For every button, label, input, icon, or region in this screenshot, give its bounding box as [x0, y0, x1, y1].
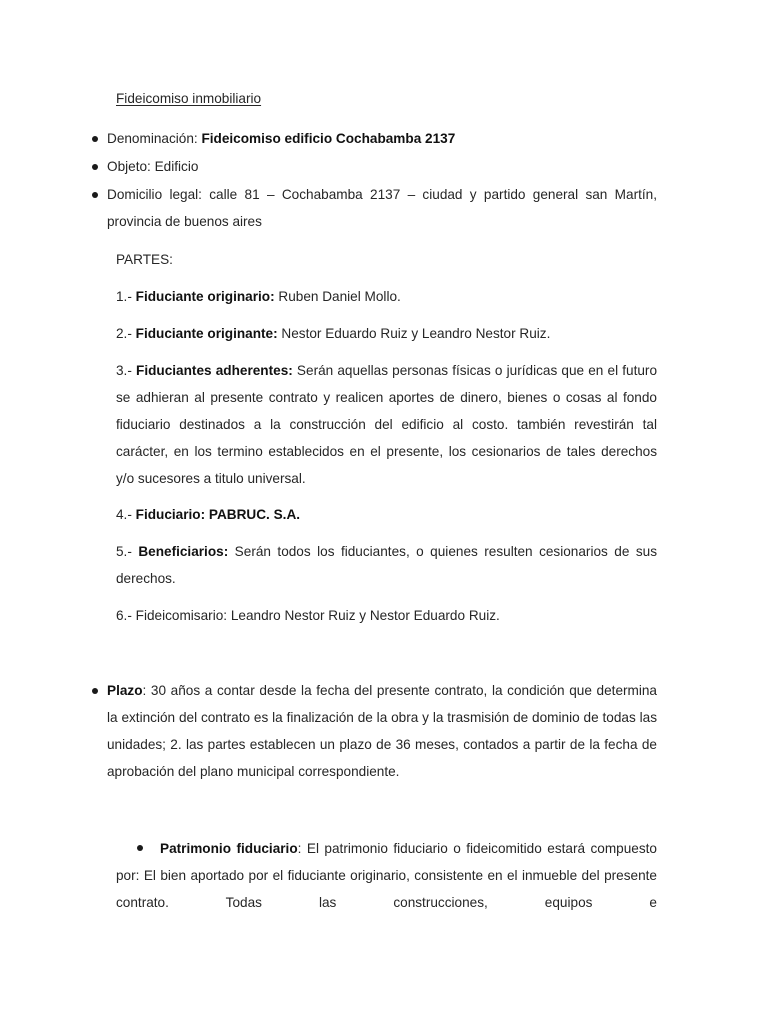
parte-6: 6.- Fideicomisario: Leandro Nestor Ruiz y Nestor Eduardo Ruiz.	[116, 608, 500, 623]
parte-2-label: Fiduciante originante:	[135, 326, 278, 341]
parte-1-label: Fiduciante originario:	[135, 289, 275, 304]
partes-heading: PARTES:	[116, 252, 173, 267]
parte-2	[116, 320, 657, 347]
parte-3	[116, 357, 657, 492]
bullet-icon	[92, 136, 98, 142]
bullet-icon	[92, 192, 98, 198]
plazo-label: Plazo	[107, 683, 143, 698]
parte-5-number: 5.-	[116, 544, 139, 559]
parte-2-text: Nestor Eduardo Ruiz y Leandro Nestor Ruiz.	[277, 326, 551, 341]
bullet-icon	[137, 845, 143, 851]
list-item-patrimonio	[116, 835, 657, 916]
parte-3-number: 3.-	[116, 363, 137, 378]
parte-5-label: Beneficiarios:	[138, 544, 229, 559]
parte-4-number: 4.-	[116, 507, 136, 522]
objeto-text: Objeto: Edificio	[107, 159, 199, 174]
list-item-objeto	[92, 153, 657, 180]
list-item-plazo	[92, 677, 657, 785]
parte-5-text: Serán todos los fiduciantes, o quienes resulten cesionarios de sus derechos.	[116, 544, 658, 586]
plazo-text: : 30 años a contar desde la fecha del presente contrato, la condición que determina la extinción del contrato es la finalización de la obra y la trasmisión de dominio de todas las unidades; 2. las partes establecen un plazo de 36 meses, contados a partir de la fecha de aprobación del plano municipal correspondiente.	[107, 683, 657, 779]
denominacion-label: Denominación:	[107, 131, 202, 146]
denominacion-value: Fideicomiso edificio Cochabamba 2137	[201, 131, 456, 146]
parte-2-number: 2.-	[116, 326, 136, 341]
patrimonio-text: : El patrimonio fiduciario o fideicomitido estará compuesto por: El bien aportado por el fiduciante originario, consistente en el inmueble del presente contrato. Todas las construcciones, equipos e	[116, 841, 657, 910]
list-item-denominacion	[92, 125, 657, 152]
bullet-icon	[92, 688, 98, 694]
parte-1	[116, 283, 657, 310]
parte-5	[116, 538, 657, 592]
parte-3-text: Serán aquellas personas físicas o jurídicas que en el futuro se adhieran al presente contrato y realicen aportes de dinero, bienes o cosas al fondo fiduciario destinados a la construcción del edificio al costo. también revestirán tal carácter, en los termino establecidos en el presente, los cesionarios de tales derechos y/o sucesores a titulo universal.	[116, 363, 658, 486]
parte-4-label: Fiduciario: PABRUC. S.A.	[135, 507, 301, 522]
parte-4	[116, 501, 657, 528]
parte-3-label: Fiduciantes adherentes:	[136, 363, 293, 378]
patrimonio-label: Patrimonio fiduciario	[160, 841, 298, 856]
domicilio-text: Domicilio legal: calle 81 – Cochabamba 2137 – ciudad y partido general san Martín, provincia de buenos aires	[107, 187, 657, 229]
parte-1-text: Ruben Daniel Mollo.	[274, 289, 401, 304]
parte-1-number: 1.-	[116, 289, 136, 304]
document-title: Fideicomiso inmobiliario	[116, 91, 262, 106]
bullet-icon	[92, 164, 98, 170]
list-item-domicilio	[92, 181, 657, 235]
